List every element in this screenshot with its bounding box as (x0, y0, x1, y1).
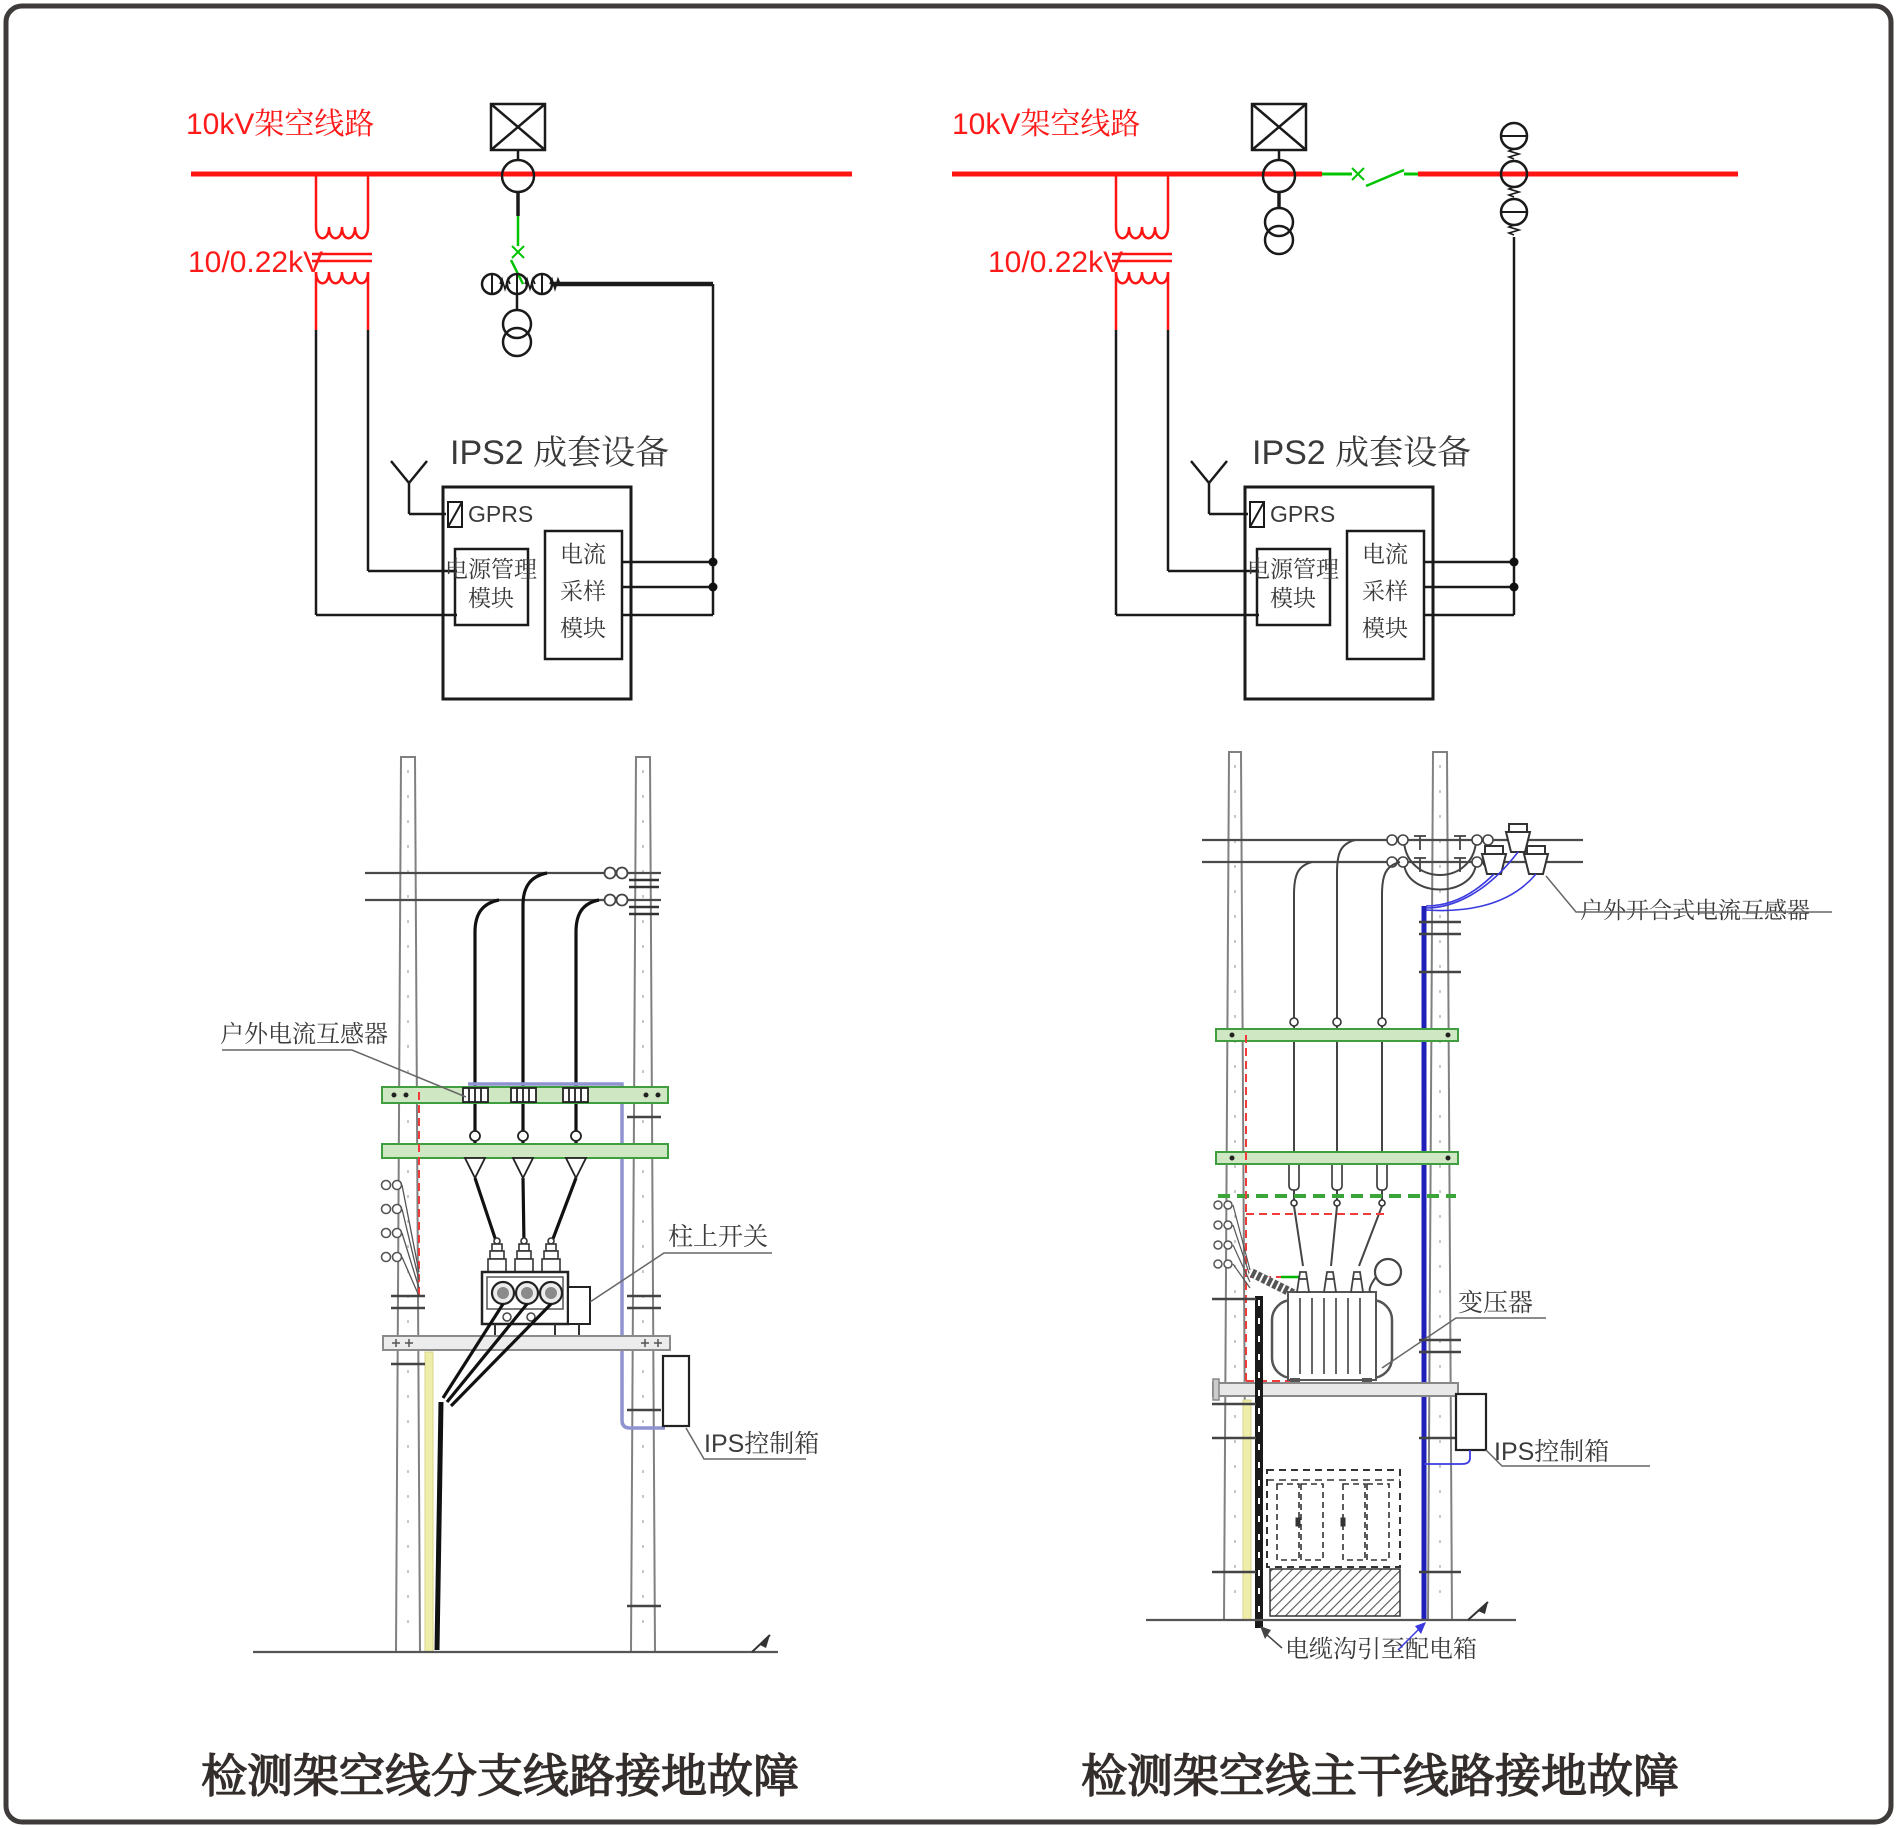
crossarm-insulator (382, 1144, 668, 1158)
crossarm-steel (383, 1336, 670, 1350)
junction-dot (709, 558, 718, 567)
cable-duct-yellow (425, 1352, 433, 1652)
gprs-label: GPRS (468, 501, 534, 527)
device-title: IPS2 成套设备 (1252, 434, 1472, 472)
overhead-line-label: 10kV架空线路 (952, 108, 1141, 141)
cable-duct-yellow (1243, 1400, 1251, 1620)
transformer-ratio-label: 10/0.22kV (188, 246, 324, 279)
switch-mechanism-box (568, 1287, 590, 1324)
power-module-line2: 模块 (1270, 585, 1316, 611)
current-module-line1: 电流 (1362, 541, 1408, 567)
outdoor-ct-units (463, 1088, 588, 1102)
current-module-line2: 采样 (560, 578, 606, 604)
ips-control-box (663, 1356, 689, 1426)
current-module-line3: 模块 (1362, 615, 1408, 641)
ct-label: 户外开合式电流互感器 (1580, 897, 1810, 923)
utility-pole-right (1428, 752, 1452, 1620)
crossarm-steel (1213, 1383, 1458, 1396)
ct-label: 户外电流互感器 (220, 1021, 388, 1048)
current-module-line1: 电流 (560, 541, 606, 567)
cable-trench-label: 电缆沟引至配电箱 (1285, 1636, 1477, 1663)
junction-dot (1510, 583, 1519, 592)
caption-branch: 检测架空线分支线路接地故障 (201, 1750, 799, 1802)
utility-pole-right (631, 757, 655, 1652)
current-module-line3: 模块 (560, 615, 606, 641)
crossarm-green-1 (1216, 1029, 1458, 1041)
gprs-label: GPRS (1270, 501, 1336, 527)
junction-dot (709, 583, 718, 592)
power-module-line1: 电源管理 (1247, 556, 1339, 582)
power-module-line1: 电源管理 (445, 556, 537, 582)
caption-trunk: 检测架空线主干线路接地故障 (1081, 1750, 1679, 1802)
device-title: IPS2 成套设备 (450, 434, 670, 472)
current-module-line2: 采样 (1362, 578, 1408, 604)
switch-label: 柱上开关 (668, 1223, 769, 1251)
power-module-line2: 模块 (468, 585, 514, 611)
crossarm-green-2 (1216, 1152, 1458, 1164)
transformer-label: 变压器 (1458, 1289, 1534, 1317)
control-box-label: IPS控制箱 (704, 1430, 820, 1458)
overhead-line-label: 10kV架空线路 (186, 108, 375, 141)
cabinet-base-hatched (1270, 1569, 1400, 1616)
oil-conservator-icon (1375, 1259, 1401, 1285)
ips-control-box (1456, 1394, 1486, 1450)
junction-dot (1510, 558, 1519, 567)
control-box-label: IPS控制箱 (1494, 1438, 1610, 1466)
transformer-ratio-label: 10/0.22kV (988, 246, 1124, 279)
